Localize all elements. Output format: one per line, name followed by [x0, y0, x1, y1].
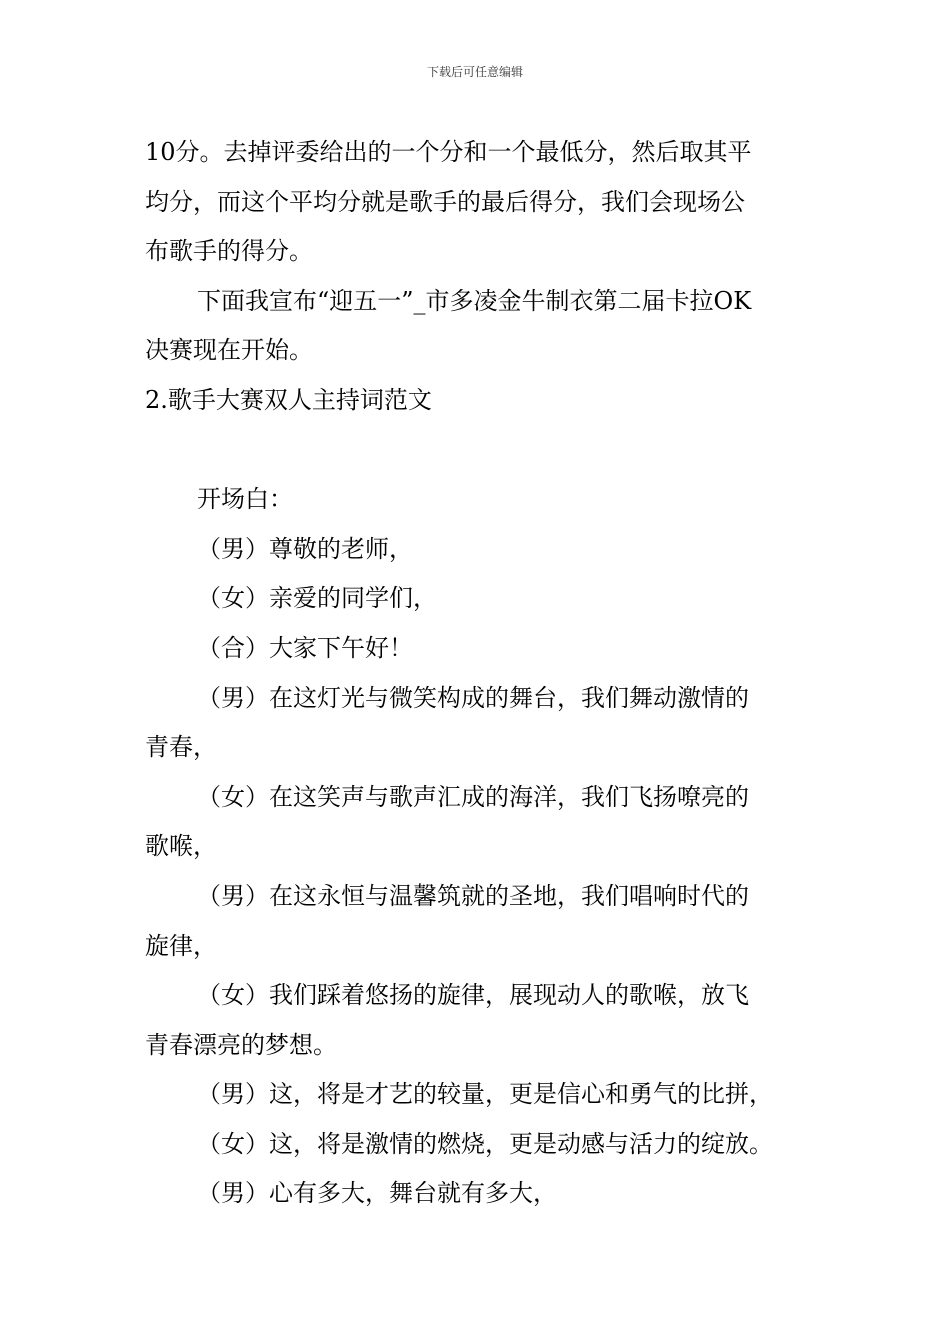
dialogue-line: （男）这，将是才艺的较量，更是信心和勇气的比拼，: [197, 1080, 773, 1109]
page-header: 下载后可任意编辑: [426, 65, 523, 79]
document-body: [145, 128, 815, 1219]
dialogue-line-continuation: 青春，: [145, 733, 217, 762]
dialogue-line: （男）在这永恒与温馨筑就的圣地，我们唱响时代的: [197, 881, 749, 910]
dialogue-line-continuation: 青春漂亮的梦想。: [145, 1030, 337, 1059]
paragraph-line: 下面我宣布“迎五一”_市多凌金牛制衣第二届卡拉OK: [197, 286, 752, 315]
dialogue-line-continuation: 旋律，: [145, 931, 217, 960]
dialogue-line-continuation: 歌喉，: [145, 832, 217, 861]
dialogue-line: （合）大家下午好！: [197, 633, 413, 662]
subheading-opening: 开场白：: [197, 485, 293, 514]
dialogue-line: （男）心有多大，舞台就有多大，: [197, 1179, 557, 1208]
blank-line: [145, 426, 815, 476]
dialogue-line: （男）在这灯光与微笑构成的舞台，我们舞动激情的: [197, 683, 749, 712]
dialogue-line: （女）我们踩着悠扬的旋律，展现动人的歌喉，放飞: [197, 981, 749, 1010]
dialogue-line: （女）在这笑声与歌声汇成的海洋，我们飞扬嘹亮的: [197, 782, 749, 811]
section-heading: 2.歌手大赛双人主持词范文: [145, 385, 432, 414]
paragraph-line: 均分，而这个平均分就是歌手的最后得分，我们会现场公: [145, 187, 745, 216]
dialogue-line: （女）这，将是激情的燃烧，更是动感与活力的绽放。: [197, 1129, 773, 1158]
dialogue-line: （女）亲爱的同学们，: [197, 584, 437, 613]
paragraph-line: 决赛现在开始。: [145, 336, 313, 365]
paragraph-line: 10分。去掉评委给出的一个分和一个最低分，然后取其平: [145, 138, 752, 166]
paragraph-line: 布歌手的得分。: [145, 237, 313, 266]
dialogue-line: （男）尊敬的老师，: [197, 534, 413, 563]
